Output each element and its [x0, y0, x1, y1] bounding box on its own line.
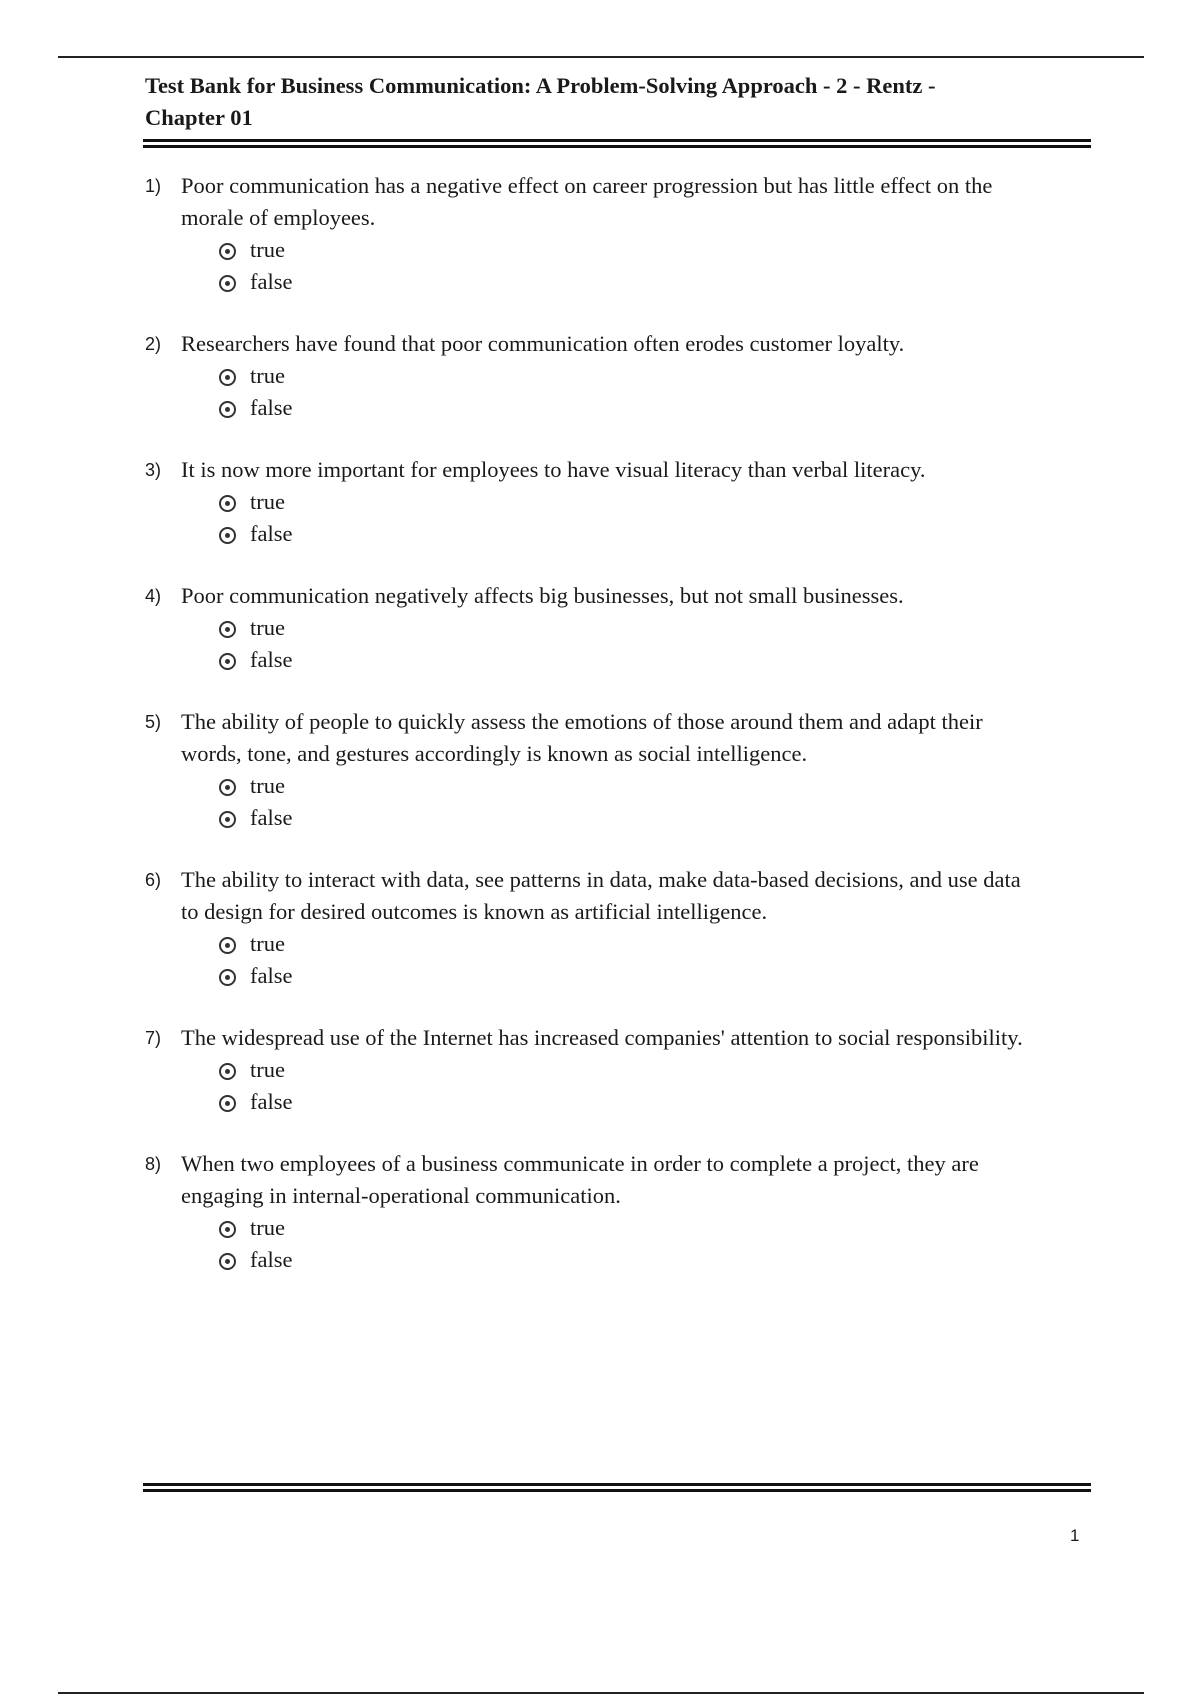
- answer-option-label: true: [250, 363, 285, 388]
- answer-option-label: false: [250, 395, 293, 420]
- question-number: 1): [145, 176, 162, 196]
- question-text-line: Poor communication has a negative effect on career progression but has little effect on the: [181, 173, 993, 198]
- radio-button-icon[interactable]: [219, 1221, 236, 1238]
- answer-option-label: false: [250, 805, 293, 830]
- question-item: [145, 864, 1095, 992]
- question-item: [145, 1148, 1095, 1276]
- question-text-line: Researchers have found that poor communication often erodes customer loyalty.: [181, 331, 905, 356]
- question-item: [145, 454, 1095, 550]
- question-list: [145, 170, 1095, 1306]
- question-item: [145, 706, 1095, 834]
- answer-options: [219, 486, 1095, 550]
- radio-button-icon[interactable]: [219, 1095, 236, 1112]
- answer-option-true[interactable]: [219, 486, 1095, 518]
- document-title: [145, 70, 1045, 134]
- answer-option-false[interactable]: [219, 392, 1095, 424]
- question-stem: [145, 580, 1095, 612]
- question-text: [181, 706, 1095, 770]
- answer-options: [219, 612, 1095, 676]
- radio-button-icon[interactable]: [219, 621, 236, 638]
- answer-option-false[interactable]: [219, 960, 1095, 992]
- radio-button-icon[interactable]: [219, 369, 236, 386]
- answer-option-label: true: [250, 237, 285, 262]
- answer-option-false[interactable]: [219, 518, 1095, 550]
- answer-option-true[interactable]: [219, 360, 1095, 392]
- answer-option-true[interactable]: [219, 1054, 1095, 1086]
- question-text-line: The ability to interact with data, see patterns in data, make data-based decisions, and use data: [181, 867, 1021, 892]
- answer-options: [219, 928, 1095, 992]
- question-text-line: The widespread use of the Internet has increased companies' attention to social responsibility.: [181, 1025, 1023, 1050]
- question-number: 8): [145, 1154, 162, 1174]
- question-stem: [145, 328, 1095, 360]
- answer-option-label: false: [250, 1247, 293, 1272]
- footer-double-rule: [143, 1483, 1091, 1492]
- answer-options: [219, 770, 1095, 834]
- question-text-line: engaging in internal-operational communication.: [181, 1183, 621, 1208]
- question-text-line: to design for desired outcomes is known as artificial intelligence.: [181, 899, 768, 924]
- radio-button-icon[interactable]: [219, 495, 236, 512]
- answer-option-true[interactable]: [219, 612, 1095, 644]
- question-stem: [145, 706, 1095, 770]
- radio-button-icon[interactable]: [219, 1063, 236, 1080]
- answer-option-label: true: [250, 931, 285, 956]
- title-line-2: Chapter 01: [145, 105, 253, 130]
- answer-option-label: false: [250, 647, 293, 672]
- question-text-line: When two employees of a business communicate in order to complete a project, they are: [181, 1151, 979, 1176]
- answer-options: [219, 1054, 1095, 1118]
- question-text: [181, 328, 1095, 360]
- answer-option-label: true: [250, 773, 285, 798]
- answer-option-false[interactable]: [219, 1244, 1095, 1276]
- answer-options: [219, 234, 1095, 298]
- question-text-line: morale of employees.: [181, 205, 376, 230]
- question-text: [181, 1022, 1095, 1054]
- answer-options: [219, 1212, 1095, 1276]
- question-stem: [145, 454, 1095, 486]
- answer-option-false[interactable]: [219, 802, 1095, 834]
- radio-button-icon[interactable]: [219, 937, 236, 954]
- radio-button-icon[interactable]: [219, 779, 236, 796]
- answer-option-label: false: [250, 269, 293, 294]
- radio-button-icon[interactable]: [219, 653, 236, 670]
- answer-option-false[interactable]: [219, 266, 1095, 298]
- answer-option-false[interactable]: [219, 644, 1095, 676]
- question-number: 3): [145, 460, 162, 480]
- question-text: [181, 170, 1095, 234]
- page-number: 1: [1070, 1526, 1080, 1545]
- answer-option-true[interactable]: [219, 770, 1095, 802]
- radio-button-icon[interactable]: [219, 527, 236, 544]
- answer-option-false[interactable]: [219, 1086, 1095, 1118]
- question-stem: [145, 1022, 1095, 1054]
- answer-option-label: false: [250, 963, 293, 988]
- question-text-line: words, tone, and gestures accordingly is known as social intelligence.: [181, 741, 808, 766]
- answer-option-label: true: [250, 1215, 285, 1240]
- radio-button-icon[interactable]: [219, 969, 236, 986]
- radio-button-icon[interactable]: [219, 243, 236, 260]
- question-number: 6): [145, 870, 162, 890]
- question-text: [181, 1148, 1095, 1212]
- header-double-rule: [143, 139, 1091, 148]
- question-text: [181, 580, 1095, 612]
- question-item: [145, 328, 1095, 424]
- title-line-1: Test Bank for Business Communication: A Problem-Solving Approach - 2 - Rentz -: [145, 73, 936, 98]
- question-number: 2): [145, 334, 162, 354]
- question-number: 4): [145, 586, 162, 606]
- answer-option-label: false: [250, 1089, 293, 1114]
- question-item: [145, 580, 1095, 676]
- question-item: [145, 1022, 1095, 1118]
- radio-button-icon[interactable]: [219, 275, 236, 292]
- answer-option-true[interactable]: [219, 928, 1095, 960]
- question-stem: [145, 1148, 1095, 1212]
- question-text-line: It is now more important for employees to have visual literacy than verbal literacy.: [181, 457, 926, 482]
- answer-option-label: false: [250, 521, 293, 546]
- page-bottom-border: [58, 1692, 1144, 1694]
- question-text-line: The ability of people to quickly assess the emotions of those around them and adapt their: [181, 709, 983, 734]
- radio-button-icon[interactable]: [219, 401, 236, 418]
- question-text: [181, 864, 1095, 928]
- answer-option-label: true: [250, 1057, 285, 1082]
- question-stem: [145, 170, 1095, 234]
- answer-option-true[interactable]: [219, 1212, 1095, 1244]
- question-item: [145, 170, 1095, 298]
- radio-button-icon[interactable]: [219, 1253, 236, 1270]
- answer-option-label: true: [250, 615, 285, 640]
- radio-button-icon[interactable]: [219, 811, 236, 828]
- question-number: 7): [145, 1028, 162, 1048]
- answer-options: [219, 360, 1095, 424]
- question-number: 5): [145, 712, 162, 732]
- question-stem: [145, 864, 1095, 928]
- page-top-border: [58, 56, 1144, 58]
- question-text: [181, 454, 1095, 486]
- answer-option-true[interactable]: [219, 234, 1095, 266]
- answer-option-label: true: [250, 489, 285, 514]
- question-text-line: Poor communication negatively affects big businesses, but not small businesses.: [181, 583, 904, 608]
